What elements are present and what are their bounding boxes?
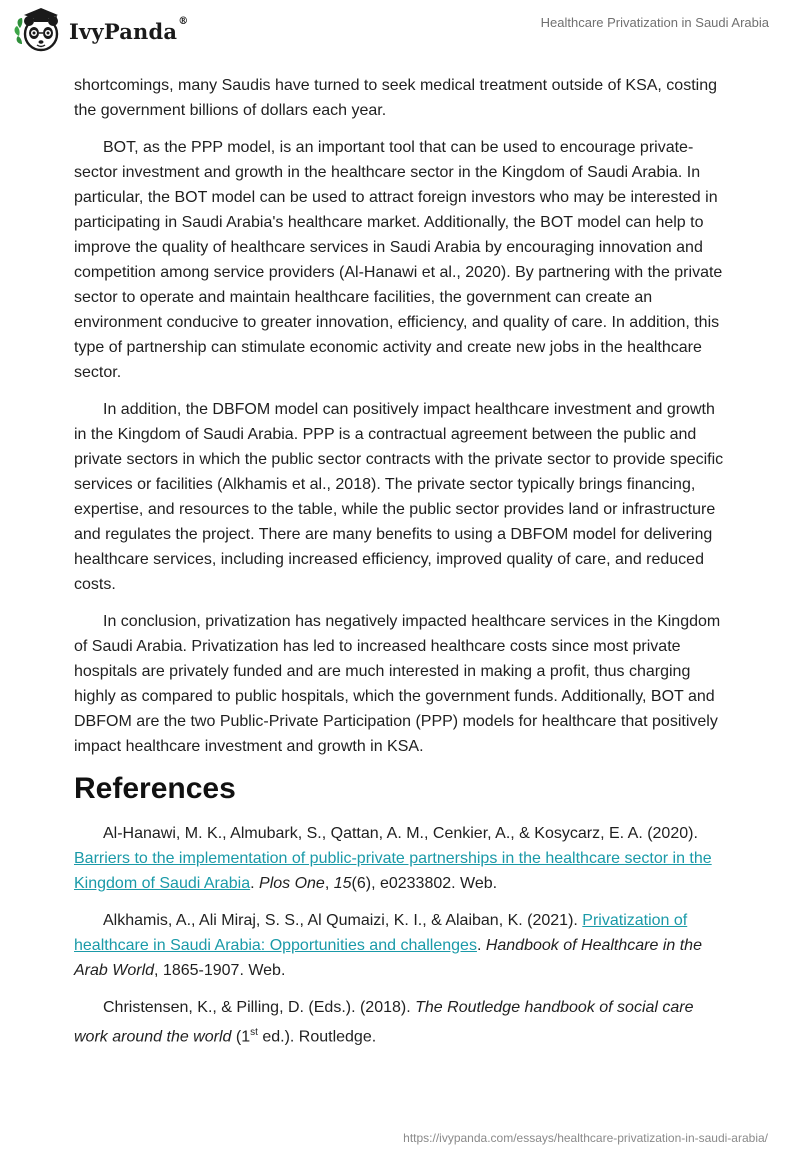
reference-item: Alkhamis, A., Ali Miraj, S. S., Al Qumaizi, K. I., & Alaiban, K. (2021). Privatization of healthcare in Saudi Arabia: Opportunities and challenges. Handbook of Healthcare in the Arab World, 1865-1907. Web. [74,912,702,979]
panda-icon [14,6,64,56]
page-header [0,0,800,70]
body-paragraph: In conclusion, privatization has negatively impacted healthcare services in the Kingdom of Saudi Arabia. Privatization has led to increased healthcare costs since most private hospitals are privately funded and are much interested in making a profit, thus charging highly as compared to public hospitals, which the government funds. Additionally, BOT and DBFOM are the two Public-Private Participation (PPP) models for healthcare that positively impact healthcare investment and growth in KSA. [74,613,721,755]
references-heading: References [74,772,236,805]
ivypanda-logo[interactable] [14,6,188,56]
body-paragraph: In addition, the DBFOM model can positively impact healthcare investment and growth in the Kingdom of Saudi Arabia. PPP is a contractual agreement between the public and private sectors in which the public sector contracts with the private sector to provide specific services or facilities (Alkhamis et al., 2018). The private sector typically brings financing, expertise, and resources to the table, while the public sector provides land or infrastructure and regulates the project. There are many benefits to using a DBFOM model for delivering healthcare services, including increased efficiency, improved quality of care, and reduced costs. [74,401,724,593]
reference-link[interactable]: Barriers to the implementation of public-private partnerships in the healthcare sector in the Kingdom of Saudi Arabia [74,850,712,892]
document-title: Healthcare Privatization in Saudi Arabia [540,15,769,30]
reference-link[interactable]: Privatization of healthcare in Saudi Arabia: Opportunities and challenges [74,912,688,954]
body-paragraph: BOT, as the PPP model, is an important tool that can be used to encourage private-sector investment and growth in the healthcare sector in the Kingdom of Saudi Arabia. In particular, the BOT model can be used to attract foreign investors who may be interested in participating in Saudi Arabia's healthcare market. Additionally, the BOT model can help to improve the quality of healthcare services in Saudi Arabia by encouraging innovation and competition among service providers (Al-Hanawi et al., 2020). By partnering with the private sector to operate and maintain healthcare facilities, the government can create an environment conducive to greater innovation, efficiency, and quality of care. In addition, this type of partnership can stimulate economic activity and create new jobs in the healthcare sector. [74,139,723,381]
body-paragraph: shortcomings, many Saudis have turned to seek medical treatment outside of KSA, costing the government billions of dollars each year. [74,77,717,119]
brand-name: IvyPanda® [69,15,189,44]
reference-item: Al-Hanawi, M. K., Almubark, S., Qattan, A. M., Cenkier, A., & Kosycarz, E. A. (2020). Barriers to the implementation of public-private partnerships in the healthcare sector in the Kingdom of Saudi Arabia. Plos One, 15(6), e0233802. Web. [74,825,712,892]
document-body [74,73,729,1061]
reference-item: Christensen, K., & Pilling, D. (Eds.). (2018). The Routledge handbook of social care work around the world (1st ed.). Routledge. [74,999,694,1046]
footer-url[interactable]: https://ivypanda.com/essays/healthcare-privatization-in-saudi-arabia/ [403,1131,768,1145]
